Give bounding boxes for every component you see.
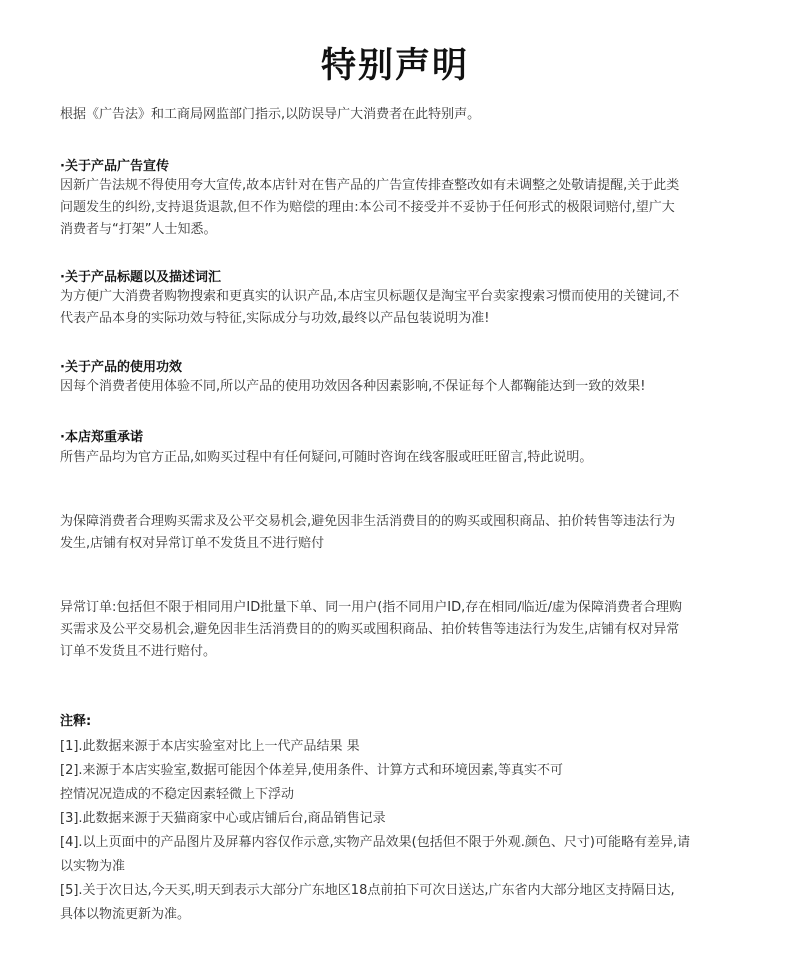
paragraph-line: 为保障消费者合理购买需求及公平交易机会,避免因非生活消费目的的购买或囤积商品、拍价转售等违法行为 bbox=[60, 514, 676, 529]
section-line: 因每个消费者使用体验不同,所以产品的使用功效因各种因素影响,不保证每个人都鞠能达到一致的效果! bbox=[60, 379, 646, 394]
section-body-promise bbox=[60, 447, 740, 469]
section-line: 因新广告法规不得使用夸大宣传,故本店针对在售产品的广告宣传排查整改如有未调整之处敬请提醒,关于此类 bbox=[60, 178, 680, 193]
paragraph-line: 发生,店铺有权对异常订单不发货且不进行赔付 bbox=[60, 536, 325, 551]
note-item-5: [5].关于次日达,今天买,明天到表示大部分广东地区18点前拍下可次日送达,广东省内大部分地区支持隔日达, bbox=[60, 883, 675, 898]
abnormal-order-paragraph bbox=[60, 597, 740, 663]
section-heading-title: ·关于产品标题以及描述词汇 bbox=[60, 270, 221, 285]
section-body-title bbox=[60, 286, 740, 330]
note-item-2-cont: 控情况况造成的不稳定因素轻微上下浮动 bbox=[60, 787, 295, 802]
intro-text: 根据《广告法》和工商局网监部门指示,以防误导广大消费者在此特别声。 bbox=[60, 107, 481, 122]
section-line: 消费者与“打架”人士知悉。 bbox=[60, 222, 217, 237]
note-item-3: [3].此数据来源于天猫商家中心或店铺后台,商品销售记录 bbox=[60, 811, 386, 826]
notes-list bbox=[60, 735, 740, 927]
paragraph-line: 买需求及公平交易机会,避免因非生活消费目的的购买或囤积商品、拍价转售等违法行为发生,店铺有权对异常 bbox=[60, 622, 680, 637]
note-item-4-cont: 以实物为准 bbox=[60, 859, 126, 874]
section-heading-promise: ·本店郑重承诺 bbox=[60, 430, 143, 445]
section-line: 代表产品本身的实际功效与特征,实际成分与功效,最终以产品包装说明为准! bbox=[60, 311, 490, 326]
note-item-5-cont: 具体以物流更新为准。 bbox=[60, 907, 191, 922]
section-line: 所售产品均为官方正品,如购买过程中有任何疑问,可随时咨询在线客服或旺旺留言,特此说明。 bbox=[60, 450, 593, 465]
note-item-4: [4].以上页面中的产品图片及屏幕内容仅作示意,实物产品效果(包括但不限于外观.颜色、尺寸)可能略有差异,请 bbox=[60, 835, 691, 850]
paragraph-line: 异常订单:包括但不限于相同用户ID批量下单、同一用户(指不同用户ID,存在相同/临近/虚为保障消费者合理购 bbox=[60, 600, 683, 615]
protection-paragraph bbox=[60, 511, 740, 555]
note-item-1: [1].此数据来源于本店实验室对比上一代产品结果 果 bbox=[60, 739, 360, 754]
section-heading-effect: ·关于产品的使用功效 bbox=[60, 360, 182, 375]
notes-heading: 注释: bbox=[60, 714, 92, 729]
section-body-ad bbox=[60, 175, 740, 241]
paragraph-line: 订单不发货且不进行赔付。 bbox=[60, 644, 217, 659]
section-line: 为方便广大消费者购物搜索和更真实的认识产品,本店宝贝标题仅是淘宝平台卖家搜索习惯而使用的关键词,不 bbox=[60, 289, 680, 304]
section-body-effect bbox=[60, 376, 740, 398]
page-title: 特别声明 bbox=[320, 46, 469, 86]
section-heading-ad: ·关于产品广告宣传 bbox=[60, 159, 169, 174]
section-line: 问题发生的纠纷,支持退货退款,但不作为赔偿的理由:本公司不接受并不妥协于任何形式的极限词赔付,望广大 bbox=[60, 200, 675, 215]
note-item-2: [2].来源于本店实验室,数据可能因个体差异,使用条件、计算方式和环境因素,等真实不可 bbox=[60, 763, 563, 778]
